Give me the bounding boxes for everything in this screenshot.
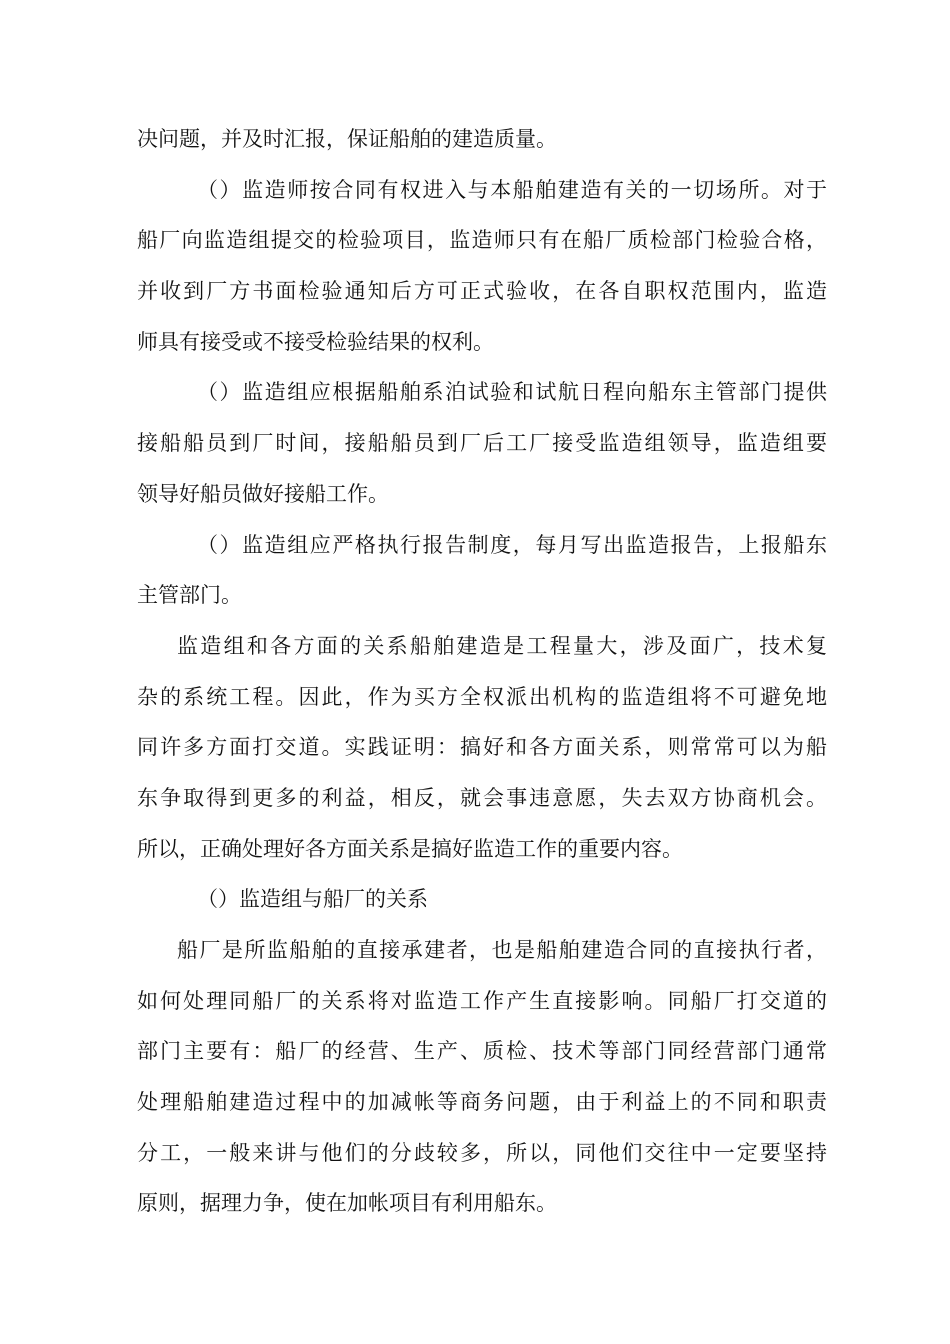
text-line: 同许多方面打交道。实践证明：搞好和各方面关系，则常常可以为船 [137, 735, 827, 760]
text-line: 所以，正确处理好各方面关系是搞好监造工作的重要内容。 [137, 836, 683, 861]
text-line: 领导好船员做好接船工作。 [137, 481, 389, 506]
text-line: 船厂向监造组提交的检验项目，监造师只有在船厂质检部门检验合格， [137, 228, 827, 253]
text-line: 决问题，并及时汇报，保证船舶的建造质量。 [137, 127, 557, 151]
text-line: （）监造组与船厂的关系 [197, 887, 428, 912]
text-line: （）监造组应根据船舶系泊试验和试航日程向船东主管部门提供 [197, 380, 827, 405]
text-line: 分工，一般来讲与他们的分歧较多，所以，同他们交往中一定要坚持 [137, 1140, 827, 1165]
text-line: 监造组和各方面的关系船舶建造是工程量大，涉及面广，技术复 [177, 633, 827, 658]
text-line: （）监造组应严格执行报告制度，每月写出监造报告，上报船东 [197, 532, 827, 557]
text-line: 部门主要有：船厂的经营、生产、质检、技术等部门同经营部门通常 [137, 1039, 827, 1064]
text-line: 东争取得到更多的利益，相反，就会事违意愿，失去双方协商机会。 [137, 785, 827, 810]
text-line: 师具有接受或不接受检验结果的权利。 [137, 329, 494, 354]
text-line: 主管部门。 [137, 583, 242, 608]
text-line: 船厂是所监船舶的直接承建者，也是船舶建造合同的直接执行者， [177, 938, 827, 962]
text-line: 并收到厂方书面检验通知后方可正式验收，在各自职权范围内，监造 [137, 279, 827, 304]
text-line: 原则，据理力争，使在加帐项目有利用船东。 [137, 1191, 557, 1216]
body-text [137, 121, 827, 1236]
text-line: （）监造师按合同有权进入与本船舶建造有关的一切场所。对于 [197, 177, 827, 202]
text-line: 如何处理同船厂的关系将对监造工作产生直接影响。同船厂打交道的 [137, 988, 827, 1013]
text-line: 杂的系统工程。因此，作为买方全权派出机构的监造组将不可避免地 [137, 684, 827, 709]
text-line: 接船船员到厂时间，接船船员到厂后工厂接受监造组领导，监造组要 [137, 431, 827, 456]
text-line: 处理船舶建造过程中的加减帐等商务问题，由于利益上的不同和职责 [137, 1090, 827, 1115]
